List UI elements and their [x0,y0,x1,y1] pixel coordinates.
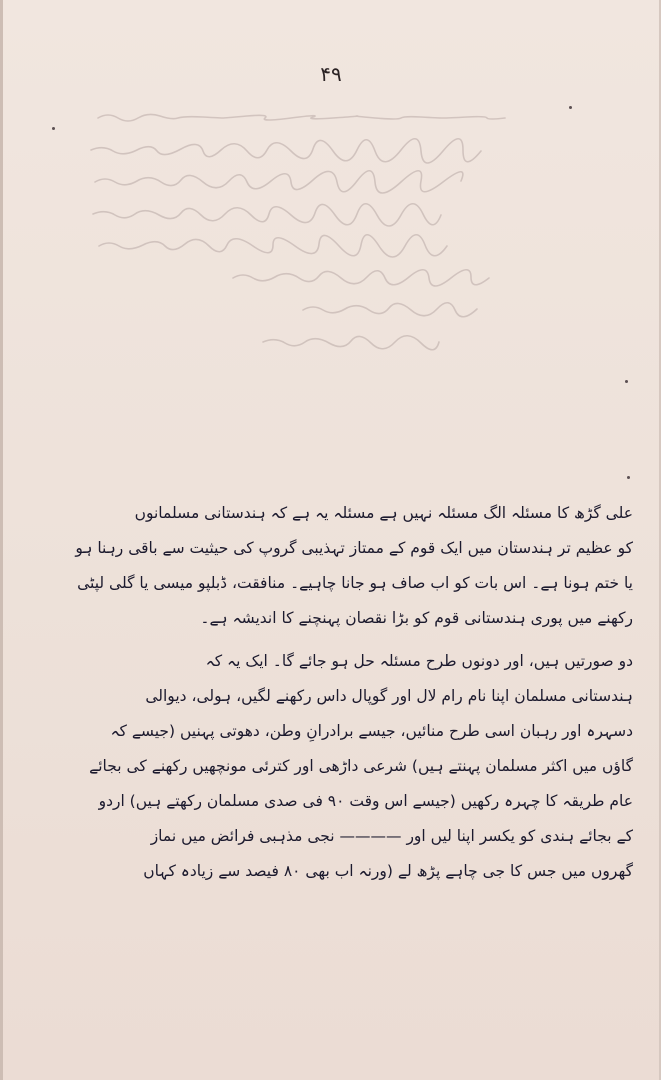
ink-speck [627,476,630,479]
page-number: ۴۹ [320,62,342,86]
text-line: کے بجائے ہندی کو یکسر اپنا لیں اور ———— نجی مذہبی فرائض میں نماز [150,827,633,845]
bleed-through-text [3,100,661,460]
text-line: رکھنے میں پوری ہندستانی قوم کو بڑا نقصان پہنچنے کا اندیشہ ہے۔ [200,609,633,627]
ink-speck [625,380,628,383]
text-line: گھروں میں جس کا جی چاہے پڑھ لے (ورنہ اب بھی ۸۰ فیصد سے زیادہ کہاں [143,862,633,880]
text-line: دو صورتیں ہیں، اور دونوں طرح مسئلہ حل ہو جائے گا۔ ایک یہ کہ [205,652,633,670]
handwritten-body-text [71,496,633,889]
text-line: یا ختم ہونا ہے۔ اس بات کو اب صاف ہو جانا چاہیے۔ منافقت، ڈبلپو میسی یا گلی لپٹی [77,574,633,592]
text-line: علی گڑھ کا مسئلہ الگ مسئلہ نہیں ہے مسئلہ یہ ہے کہ ہندستانی مسلمانوں [134,504,633,522]
text-line: ہندستانی مسلمان اپنا نام رام لال اور گوپال داس رکھنے لگیں، ہولی، دیوالی [145,687,633,705]
text-line: عام طریقہ کا چہرہ رکھیں (جیسے اس وقت ۹۰ فی صدی مسلمان رکھتے ہیں) اردو [98,792,633,810]
ink-speck [52,127,55,130]
text-line: گاؤں میں اکثر مسلمان پہنتے ہیں) شرعی داڑھی اور کترئی مونچھیں رکھنے کی بجائے [89,757,633,775]
text-line: کو عظیم تر ہندستان میں ایک قوم کے ممتاز تہذیبی گروپ کی حیثیت سے باقی رہنا ہو [75,539,633,557]
ink-speck [569,106,572,109]
text-line: دسہرہ اور رہبان اسی طرح منائیں، جیسے برادرانِ وطن، دھوتی پہنیں (جیسے کہ [110,722,633,740]
